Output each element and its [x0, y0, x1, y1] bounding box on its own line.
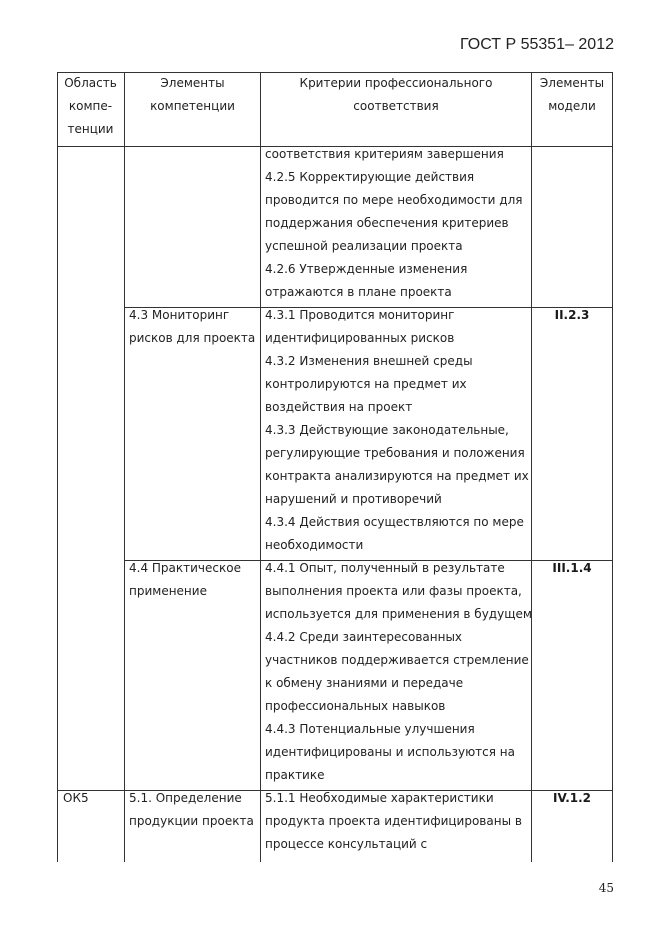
- model-cell-4-4: III.1.4: [552, 561, 592, 575]
- header-elements: Элементы компетенции: [150, 76, 235, 113]
- header-area: Область компе- тенции: [64, 76, 117, 136]
- document-code: ГОСТ Р 55351– 2012: [460, 36, 614, 53]
- element-cell-4-3: 4.3 Мониторинг рисков для проекта: [129, 308, 256, 345]
- model-cell-4-3: II.2.3: [554, 308, 590, 322]
- element-cell-4-4: 4.4 Практическое применение: [129, 561, 241, 598]
- criteria-cell-4-4: 4.4.1 Опыт, полученный в результате выполнения проекта или фазы проекта, используется для применения в будущем 4.4.2 Среди заинтересованных участников поддерживается стремление к обмену знаниями и передаче профессиональных навыков 4.4.3 Потенциальные улучшения идентифицированы и используются на практике: [265, 561, 532, 782]
- model-cell-5-1: IV.1.2: [552, 791, 592, 805]
- table-left-border: [57, 72, 58, 862]
- page-number: 45: [598, 881, 614, 895]
- header-model: Элементы модели: [539, 76, 605, 113]
- element-cell-5-1: 5.1. Определение продукции проекта: [129, 791, 254, 828]
- column-divider-2: [260, 72, 261, 862]
- criteria-cell-5-1: 5.1.1 Необходимые характеристики продукта проекта идентифицированы в процессе консультаций с: [265, 791, 522, 851]
- area-cell-ok5: ОК5: [63, 791, 89, 805]
- criteria-cell-4-2: соответствия критериям завершения 4.2.5 Корректирующие действия проводится по мере необходимости для поддержания обеспечения критериев успешной реализации проекта 4.2.6 Утвержденные изменения отражаются в плане проекта: [265, 147, 523, 299]
- column-divider-1: [124, 72, 125, 862]
- criteria-cell-4-3: 4.3.1 Проводится мониторинг идентифицированных рисков 4.3.2 Изменения внешней среды контролируются на предмет их воздействия на проект 4.3.3 Действующие законодательные, регулирующие требования и положения контракта анализируются на предмет их нарушений и противоречий 4.3.4 Действия осуществляются по мере необходимости: [265, 308, 529, 552]
- header-criteria: Критерии профессионального соответствия: [299, 76, 493, 113]
- competence-table: [57, 72, 613, 862]
- table-right-border: [612, 72, 613, 862]
